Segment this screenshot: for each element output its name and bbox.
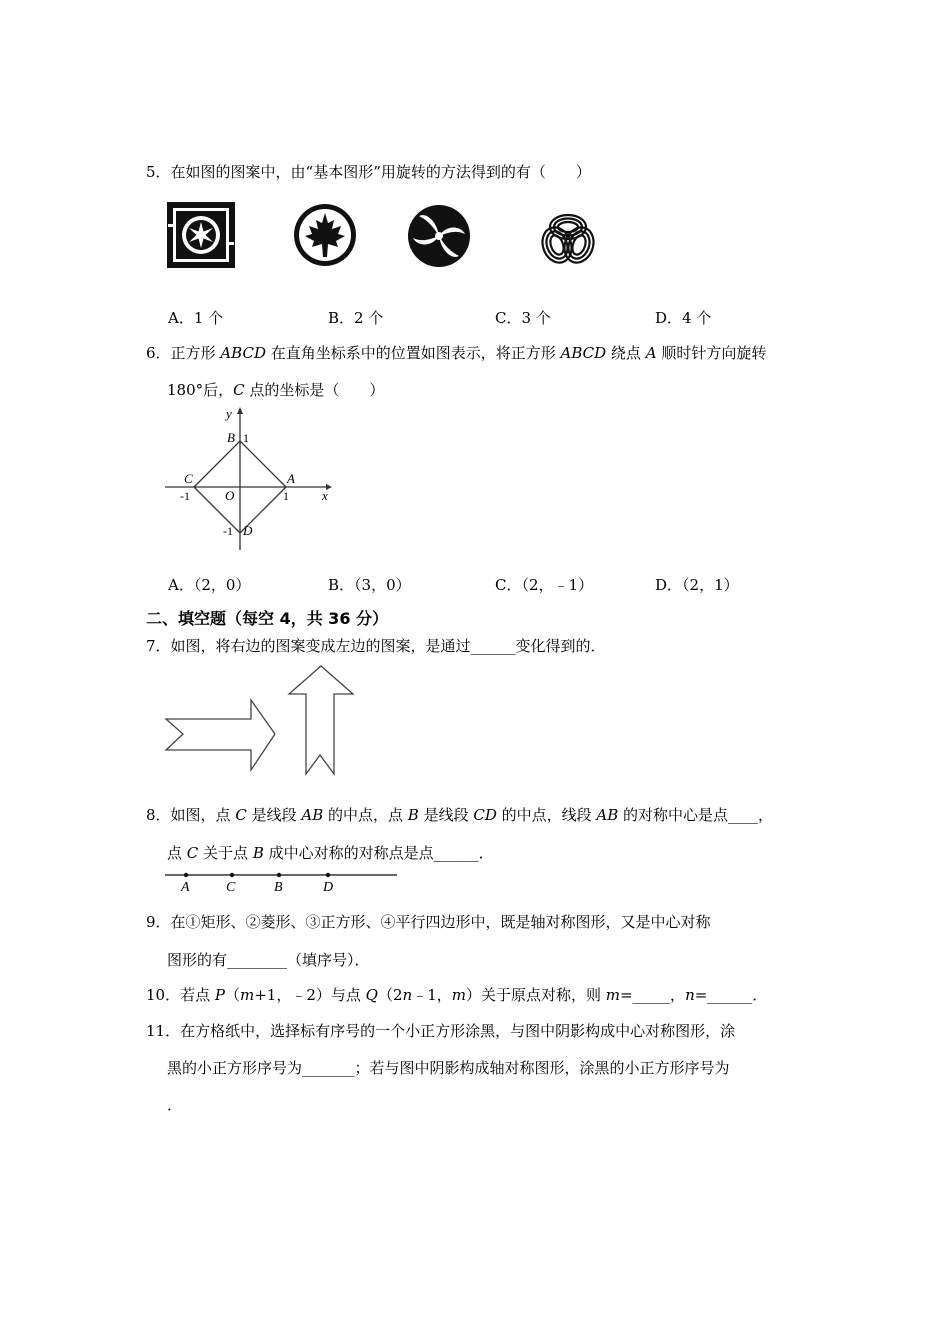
q5-stem [146, 162, 591, 182]
q10-text: n [685, 986, 695, 1004]
point-c-label: C [184, 471, 193, 486]
q10-text: n [402, 986, 413, 1004]
point-c-label: C [226, 880, 236, 895]
q10-number: 10． [146, 986, 181, 1004]
point-b-label: B [274, 880, 283, 895]
q8-text: C [235, 806, 247, 824]
q6-text: 在直角坐标系中的位置如图表示，将正方形 [265, 344, 561, 362]
q6-option-c[interactable]: C．（2，﹣1） [495, 576, 594, 594]
q5-option-a[interactable]: A．1 个 [168, 309, 224, 327]
q5-figure-rings [535, 205, 601, 271]
q9-number: 9． [146, 913, 171, 931]
q6-stem-line1 [146, 343, 766, 363]
q8-text: 点 [167, 844, 187, 862]
q5-figure-square-star [165, 200, 237, 270]
point-a-label: A [181, 880, 190, 895]
q6-option-a[interactable]: A．（2，0） [168, 576, 251, 594]
q6-text: A [645, 344, 657, 362]
q6-text: 顺时针方向旋转 [656, 344, 767, 362]
q6-text: ABCD [220, 344, 266, 362]
q9-text-line2: 图形的有________（填序号）． [167, 951, 370, 969]
q10-text: m [239, 986, 255, 1004]
q8-text: 关于点 [198, 844, 253, 862]
x-axis-label: x [322, 488, 328, 503]
q8-figure-line-segment [165, 866, 400, 896]
right-arrow [166, 700, 275, 770]
q5-figure-swirl [407, 204, 471, 268]
q8-text: 如图，点 [170, 806, 236, 824]
q8-text: 的中点，线段 [496, 806, 597, 824]
q6-number: 6． [146, 344, 171, 362]
q8-text: C [186, 844, 199, 862]
q10-text: m [451, 986, 466, 1004]
q6-text: 正方形 [170, 344, 221, 362]
q5-option-c[interactable]: C．3 个 [495, 309, 551, 327]
q8-text: B [252, 844, 264, 862]
q6-text: 180°后， [167, 381, 234, 399]
q8-text: 是线段 [246, 806, 302, 824]
tick-label-neg-y: -1 [223, 524, 233, 538]
q11-number: 11． [146, 1022, 181, 1040]
point-b-label: B [227, 430, 235, 445]
y-axis-label: y [226, 406, 232, 421]
q11-stem-line1 [146, 1021, 735, 1041]
q5-option-d[interactable]: D．4 个 [655, 309, 712, 327]
up-arrow [289, 666, 353, 774]
point-d-label: D [243, 523, 253, 538]
q10-text: =_____， [619, 986, 686, 1004]
q6-text: 点的坐标是（ ） [244, 381, 385, 399]
q10-text: =______． [694, 986, 768, 1004]
q7-number: 7． [146, 637, 171, 655]
q10-text: ）关于原点对称，则 [465, 986, 606, 1004]
q8-text: AB [596, 806, 619, 824]
q11-text-line1: 在方格纸中，选择标有序号的一个小正方形涂黑，与图中阴影构成中心对称图形，涂 [180, 1022, 736, 1040]
q8-text: 成中心对称的对称点是点______． [263, 844, 494, 862]
origin-label: O [225, 488, 235, 503]
q5-figure-maple-leaf [293, 203, 357, 267]
q10-text: P [214, 986, 225, 1004]
q10-stem [146, 985, 767, 1005]
q10-text: 若点 [180, 986, 215, 1004]
q8-stem-line2 [167, 843, 494, 863]
q5-text: 在如图的图案中，由“基本图形”用旋转的方法得到的有（ ） [170, 163, 591, 181]
q7-text: 如图，将右边的图案变成左边的图案，是通过______变化得到的． [170, 637, 606, 655]
tick-label-pos-x: 1 [283, 489, 289, 503]
q7-stem [146, 636, 606, 656]
q8-text: AB [301, 806, 324, 824]
q6-figure-coordinate-square [160, 404, 340, 554]
q8-text: CD [473, 806, 497, 824]
q8-text: B [407, 806, 419, 824]
q5-number: 5． [146, 163, 171, 181]
q9-stem-line1 [146, 912, 711, 932]
point-d-label: D [323, 880, 334, 895]
q8-text: 是线段 [418, 806, 474, 824]
q10-text: +1，﹣2）与点 [254, 986, 366, 1004]
q8-number: 8． [146, 806, 171, 824]
q10-text: （2 [377, 986, 403, 1004]
tick-label-pos-y: 1 [243, 431, 249, 445]
tick-label-neg-x: -1 [180, 489, 190, 503]
q8-text: 的对称中心是点____， [618, 806, 774, 824]
q6-option-d[interactable]: D．（2，1） [655, 576, 739, 594]
q11-text-line2: 黑的小正方形序号为_______；若与图中阴影构成轴对称图形，涂黑的小正方形序号为 [167, 1059, 730, 1077]
q11-text-line3: ． [167, 1096, 183, 1114]
q6-stem-line2 [167, 380, 384, 400]
q5-option-b[interactable]: B．2 个 [328, 309, 384, 327]
point-a-label: A [287, 471, 295, 486]
section-title: 二、填空题（每空 4，共 36 分） [146, 609, 389, 628]
q9-text-line1: 在①矩形、②菱形、③正方形、④平行四边形中，既是轴对称图形，又是中心对称 [170, 913, 711, 931]
q7-figure-arrows [163, 664, 358, 778]
q6-option-b[interactable]: B．（3，0） [328, 576, 411, 594]
q10-text: ﹣1， [412, 986, 452, 1004]
q10-text: （ [224, 986, 240, 1004]
q8-text: 的中点，点 [323, 806, 408, 824]
q6-text: C [233, 381, 245, 399]
q6-text: ABCD [560, 344, 607, 362]
q10-text: Q [365, 986, 378, 1004]
q8-stem-line1 [146, 805, 773, 825]
q10-text: m [605, 986, 620, 1004]
q6-text: 绕点 [606, 344, 646, 362]
